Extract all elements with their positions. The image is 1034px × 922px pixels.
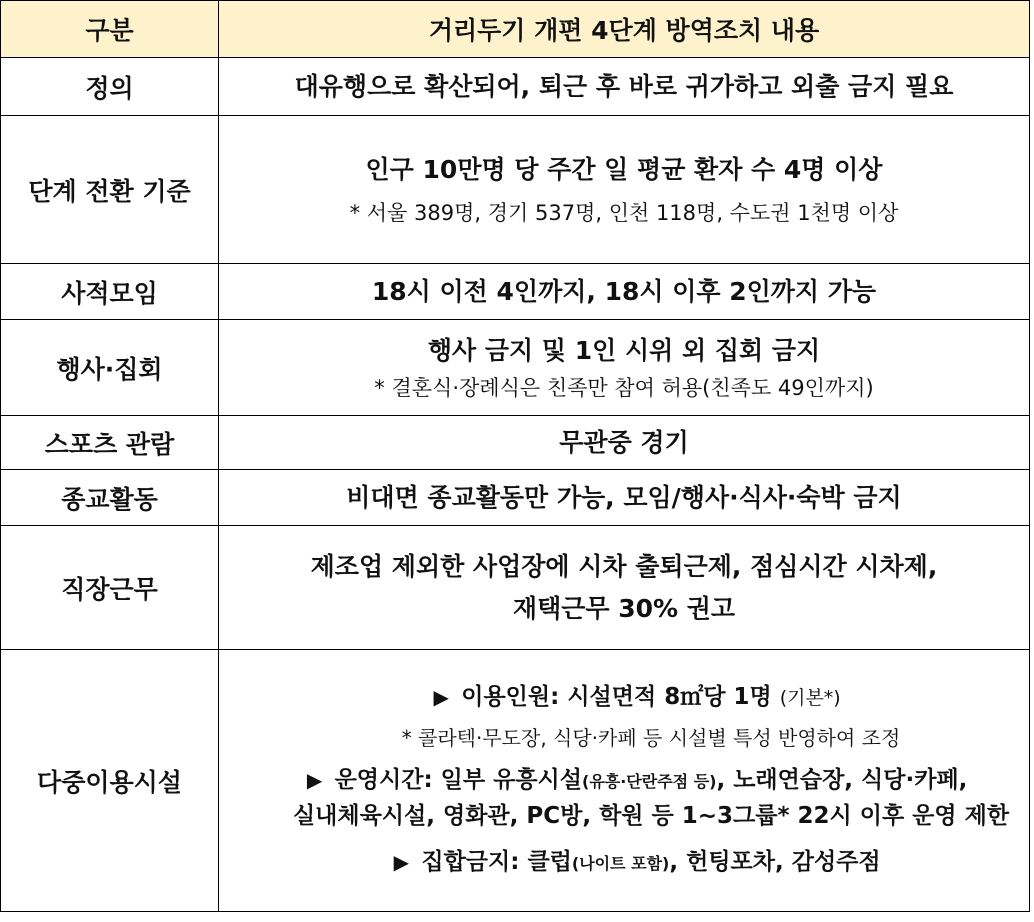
row-definition [1, 58, 1030, 116]
row-facilities [1, 650, 1030, 912]
religion-text: 비대면 종교활동만 가능, 모임/행사·식사·숙박 금지 [346, 482, 902, 512]
content-events [219, 320, 1030, 416]
row-criteria [1, 116, 1030, 264]
triangle-right-icon: ▶ [433, 685, 449, 709]
capacity-tag: (기본*) [779, 687, 841, 709]
row-sports [1, 416, 1030, 470]
label-facilities: 다중이용시설 [1, 650, 219, 912]
header-category: 구분 [1, 1, 219, 58]
capacity-text: 이용인원: 시설면적 8㎡당 1명 [461, 684, 772, 710]
hours-line [233, 763, 1029, 799]
hours-suffix: , 노래연습장, 식당·카페, [716, 767, 968, 793]
workplace-line2: 재택근무 30% 권고 [512, 593, 736, 623]
label-religion: 종교활동 [1, 470, 219, 526]
gathering-text: 18시 이전 4인까지, 18시 이후 2인까지 가능 [371, 276, 877, 306]
label-sports: 스포츠 관람 [1, 416, 219, 470]
label-definition: 정의 [1, 58, 219, 116]
row-religion [1, 470, 1030, 526]
capacity-line [233, 680, 1029, 715]
hours-prefix: 운영시간: 일부 유흥시설 [334, 767, 582, 793]
label-criteria: 단계 전환 기준 [1, 116, 219, 264]
hours-paren: (유흥·단란주점 등) [582, 772, 717, 791]
header-row [1, 1, 1030, 58]
row-gathering [1, 264, 1030, 320]
content-sports [219, 416, 1030, 470]
ban-paren: (나이트 포함) [571, 854, 670, 873]
content-gathering [219, 264, 1030, 320]
label-gathering: 사적모임 [1, 264, 219, 320]
sports-text: 무관중 경기 [559, 427, 689, 457]
ban-prefix: 집합금지: 클럽 [421, 849, 572, 875]
label-events: 행사·집회 [1, 320, 219, 416]
content-definition [219, 58, 1030, 116]
events-note: * 결혼식·장례식은 친족만 참여 허용(친족도 49인까지) [374, 375, 874, 400]
events-text: 행사 금지 및 1인 시위 외 집회 금지 [427, 335, 821, 365]
ban-line [233, 845, 1029, 881]
criteria-text: 인구 10만명 당 주간 일 평균 환자 수 4명 이상 [365, 154, 883, 184]
workplace-line1: 제조업 제외한 사업장에 시차 출퇴근제, 점심시간 시차제, [310, 551, 938, 581]
ban-suffix: , 헌팅포차, 감성주점 [669, 849, 881, 875]
row-events [1, 320, 1030, 416]
content-facilities [219, 650, 1030, 912]
header-content: 거리두기 개편 4단계 방역조치 내용 [219, 1, 1030, 58]
criteria-note: * 서울 389명, 경기 537명, 인천 118명, 수도권 1천명 이상 [349, 200, 899, 225]
triangle-right-icon: ▶ [306, 768, 323, 792]
content-workplace [219, 526, 1030, 650]
capacity-note: * 콜라텍·무도장, 식당·카페 등 시설별 특성 반영하여 조정 [401, 726, 901, 750]
definition-text: 대유행으로 확산되어, 퇴근 후 바로 귀가하고 외출 금지 필요 [294, 71, 954, 101]
label-workplace: 직장근무 [1, 526, 219, 650]
hours-line2: 실내체육시설, 영화관, PC방, 학원 등 1~3그룹* 22시 이후 운영 제한 [292, 803, 1010, 829]
row-workplace [1, 526, 1030, 650]
content-criteria [219, 116, 1030, 264]
content-religion [219, 470, 1030, 526]
triangle-right-icon: ▶ [393, 850, 410, 874]
